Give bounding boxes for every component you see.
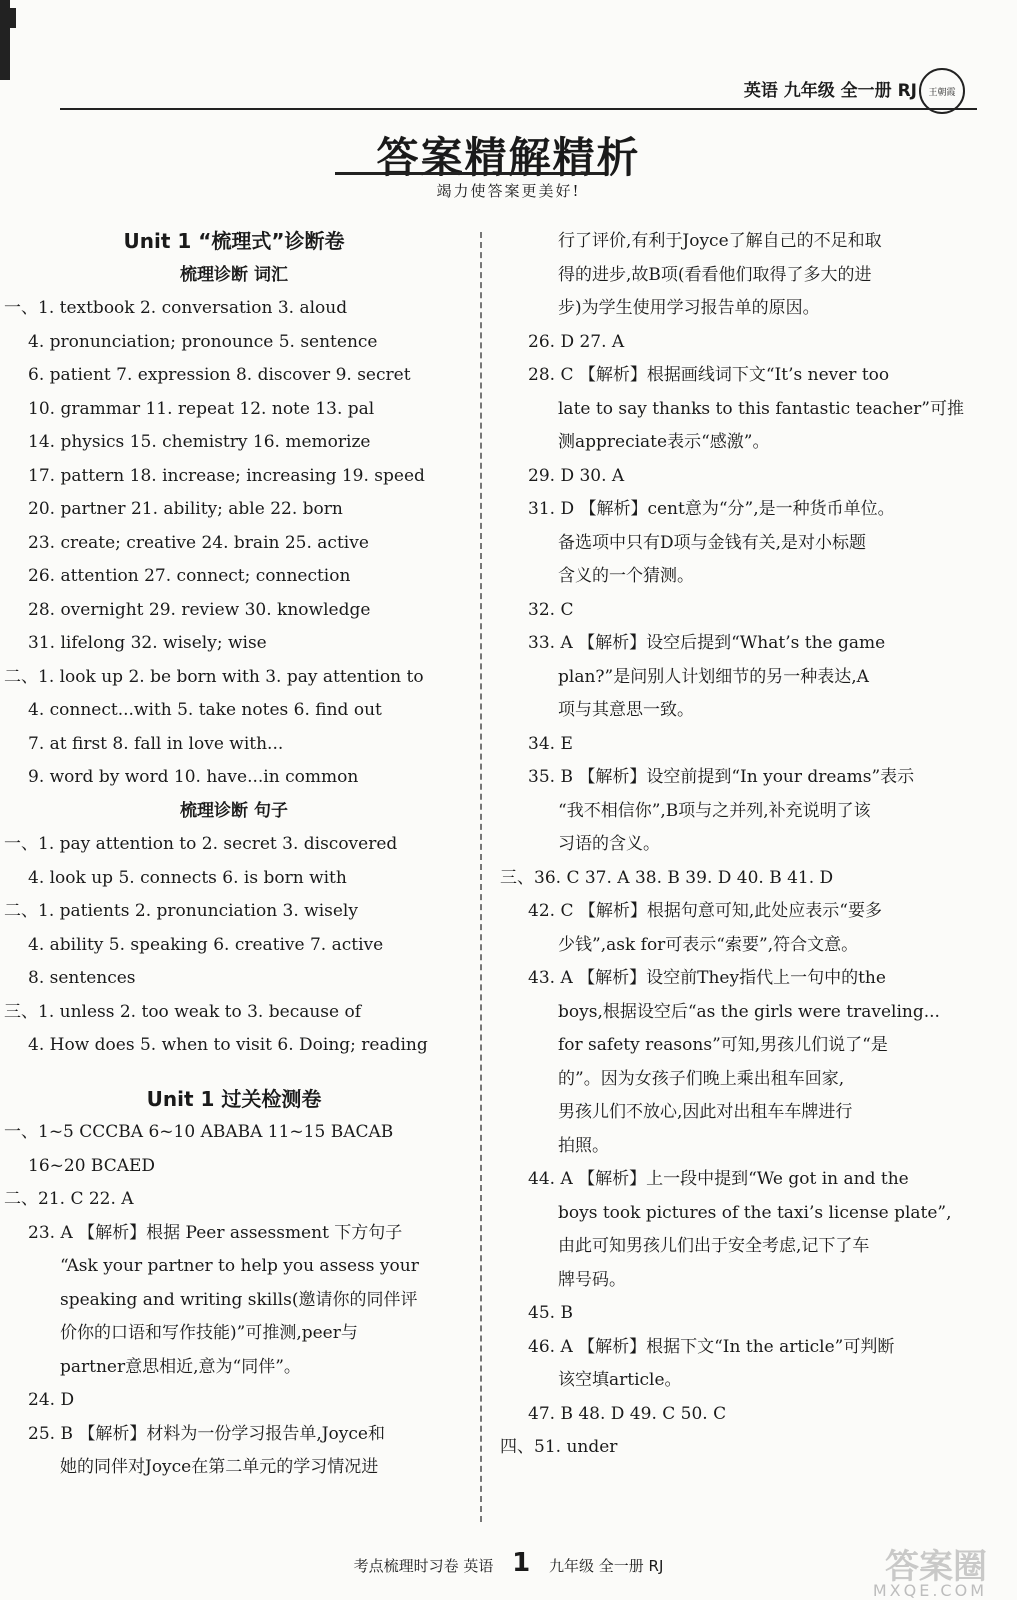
answer-line: 三、36. C 37. A 38. B 39. D 40. B 41. D — [500, 867, 834, 888]
book-info: 英语 九年级 全一册 RJ — [743, 81, 917, 101]
answer-line: 价你的口语和写作技能)”可推测,peer与 — [60, 1323, 358, 1343]
answer-line: 二、1. patients 2. pronunciation 3. wisely — [4, 901, 358, 921]
answer-line: 32. C — [528, 599, 574, 620]
answer-line: 一、1~5 CCCBA 6~10 ABABA 11~15 BACAB — [4, 1122, 394, 1142]
page-number: 1 — [512, 1548, 531, 1578]
subsection-heading: 梳理诊断 词汇 — [180, 264, 288, 285]
answer-line: 28. overnight 29. review 30. knowledge — [28, 599, 371, 620]
answer-line: 20. partner 21. ability; able 22. born — [28, 499, 343, 519]
column-divider — [480, 232, 482, 1522]
answer-line: 含义的一个猜测。 — [558, 566, 694, 586]
answer-line: partner意思相近,意为“同伴”。 — [60, 1356, 301, 1377]
title-underline — [335, 172, 605, 175]
answer-line: 得的进步,故B项(看看他们取得了多大的进 — [558, 264, 872, 285]
answer-line: 一、1. textbook 2. conversation 3. aloud — [4, 298, 348, 318]
answer-line: “Ask your partner to help you assess your — [60, 1256, 419, 1276]
answer-line — [4, 1063, 464, 1083]
answer-line: for safety reasons”可知,男孩儿们说了“是 — [558, 1035, 888, 1055]
answer-line: 31. D 【解析】cent意为“分”,是一种货币单位。 — [528, 499, 895, 519]
answer-line: 16~20 BCAED — [28, 1155, 156, 1176]
answer-line: 三、1. unless 2. too weak to 3. because of — [4, 1001, 362, 1022]
answer-line: 该空填article。 — [558, 1370, 682, 1390]
answer-line: 34. E — [528, 733, 573, 754]
answer-line: 步)为学生使用学习报告单的原因。 — [558, 298, 820, 318]
answer-line: 一、1. pay attention to 2. secret 3. discovered — [4, 834, 398, 854]
answer-line: 牌号码。 — [558, 1269, 626, 1290]
answer-line: 4. ability 5. speaking 6. creative 7. active — [28, 934, 384, 955]
answer-line: 四、51. under — [500, 1437, 618, 1457]
answer-line: boys,根据设空后“as the girls were traveling... — [558, 1001, 940, 1022]
page-header — [0, 0, 1017, 118]
answer-line: 8. sentences — [28, 968, 136, 988]
answer-line: plan?”是问别人计划细节的另一种表达,A — [558, 666, 869, 687]
answer-line: 4. How does 5. when to visit 6. Doing; reading — [28, 1035, 428, 1055]
answer-line: 46. A 【解析】根据下文“In the article”可判断 — [528, 1336, 895, 1357]
answer-line: 25. B 【解析】材料为一份学习报告单,Joyce和 — [28, 1423, 385, 1444]
footer-book-info: 九年级 全一册 RJ — [549, 1557, 664, 1575]
answer-line: 33. A 【解析】设空后提到“What’s the game — [528, 633, 886, 653]
answer-line: 备选项中只有D项与金钱有关,是对小标题 — [558, 532, 867, 553]
right-column — [500, 225, 970, 1465]
subsection-heading: 梳理诊断 句子 — [180, 800, 288, 821]
watermark-url: MXQE.COM — [872, 1581, 987, 1600]
answer-line: 9. word by word 10. have...in common — [28, 767, 359, 787]
answer-line: 4. pronunciation; pronounce 5. sentence — [28, 331, 378, 352]
section-heading: Unit 1 过关检测卷 — [146, 1086, 322, 1111]
answer-line: boys took pictures of the taxi’s license plate”, — [558, 1202, 952, 1223]
answer-line: 6. patient 7. expression 8. discover 9. secret — [28, 365, 411, 385]
answer-line: 14. physics 15. chemistry 16. memorize — [28, 432, 371, 452]
answer-line: 28. C 【解析】根据画线词下文“It’s never too — [528, 365, 890, 385]
answer-line: 17. pattern 18. increase; increasing 19. speed — [28, 465, 425, 486]
page-subtitle: 竭力使答案更美好! — [436, 182, 581, 200]
answer-line: 43. A 【解析】设空前They指代上一句中的the — [528, 968, 886, 988]
answer-line: 7. at first 8. fall in love with... — [28, 733, 284, 754]
answer-line: 的”。因为女孩子们晚上乘出租车回家, — [558, 1068, 845, 1089]
answer-line: 26. D 27. A — [528, 331, 625, 352]
answer-line: 项与其意思一致。 — [558, 700, 694, 720]
answer-line: 45. B — [528, 1303, 573, 1323]
answer-line: 习语的含义。 — [558, 834, 660, 854]
answer-line: 47. B 48. D 49. C 50. C — [528, 1403, 727, 1424]
answer-line: 测appreciate表示“感激”。 — [558, 432, 770, 452]
answer-line: 42. C 【解析】根据句意可知,此处应表示“要多 — [528, 901, 882, 921]
answer-line: late to say thanks to this fantastic teacher”可推 — [558, 398, 964, 419]
answer-line: 4. look up 5. connects 6. is born with — [28, 867, 347, 888]
answer-line: 23. A 【解析】根据 Peer assessment 下方句子 — [28, 1222, 403, 1243]
answer-line: 24. D — [28, 1390, 75, 1410]
answer-line: 她的同伴对Joyce在第二单元的学习情况进 — [60, 1457, 379, 1477]
answer-line: 29. D 30. A — [528, 465, 625, 486]
answer-line: 少钱”,ask for可表示“索要”,符合文意。 — [558, 934, 859, 955]
answer-line: 由此可知男孩儿们出于安全考虑,记下了车 — [558, 1236, 870, 1256]
footer-book-title: 考点梳理时习卷 英语 — [353, 1557, 494, 1575]
watermark-logo: 答案圈 — [885, 1547, 987, 1587]
answer-line: 男孩儿们不放心,因此对出租车车牌进行 — [558, 1102, 853, 1122]
answer-line: 二、21. C 22. A — [4, 1189, 134, 1209]
header-divider — [60, 108, 977, 110]
answer-line: 4. connect...with 5. take notes 6. find out — [28, 700, 382, 720]
answer-line: 35. B 【解析】设空前提到“In your dreams”表示 — [528, 767, 915, 787]
answer-line: 行了评价,有利于Joyce了解自己的不足和取 — [558, 231, 882, 251]
answer-line: 二、1. look up 2. be born with 3. pay attention to — [4, 666, 424, 687]
answer-line: 31. lifelong 32. wisely; wise — [28, 633, 267, 653]
page-title: 答案精解精析 — [376, 133, 641, 182]
publisher-logo-icon: 王朝霞 — [919, 68, 965, 114]
answer-line: 10. grammar 11. repeat 12. note 13. pal — [28, 398, 375, 419]
left-column — [4, 225, 464, 1485]
page-footer — [0, 1548, 1017, 1578]
answer-line: “我不相信你”,B项与之并列,补充说明了该 — [558, 800, 871, 821]
answer-line: 23. create; creative 24. brain 25. active — [28, 532, 369, 553]
answer-line: speaking and writing skills(邀请你的同伴评 — [60, 1289, 418, 1310]
answer-line: 26. attention 27. connect; connection — [28, 566, 351, 586]
section-heading: Unit 1 “梳理式”诊断卷 — [123, 229, 345, 253]
answer-line: 拍照。 — [558, 1135, 609, 1156]
answer-line: 44. A 【解析】上一段中提到“We got in and the — [528, 1169, 909, 1189]
